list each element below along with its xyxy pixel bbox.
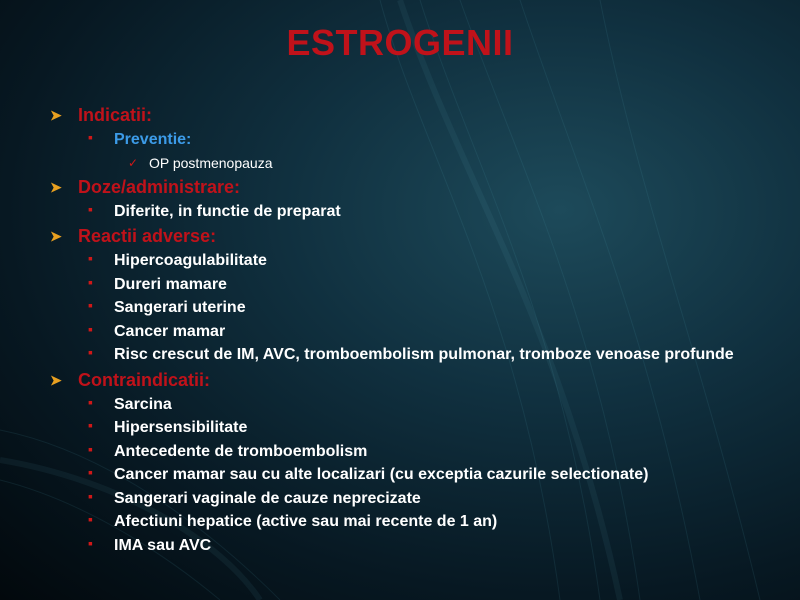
list-item-text: Cancer mamar [114, 322, 226, 340]
list-item [46, 202, 746, 221]
list-item [46, 442, 746, 461]
heading-text: Indicatii: [78, 105, 153, 125]
heading-text: Reactii adverse: [78, 226, 217, 246]
square-bullet-icon: ▪ [88, 534, 93, 551]
arrow-bullet-icon: ➤ [50, 107, 62, 123]
square-bullet-icon: ▪ [88, 129, 93, 145]
slide-title: ESTROGENII [286, 22, 514, 63]
list-item [46, 322, 746, 341]
square-bullet-icon: ▪ [88, 297, 93, 313]
list-item-text: Hipersensibilitate [114, 419, 248, 436]
list-item [46, 536, 746, 555]
arrow-bullet-icon: ➤ [50, 371, 62, 388]
heading-text: Contraindicatii: [78, 369, 211, 390]
list-item-text: Risc crescut de IM, AVC, tromboembolism pulmonar, tromboze venoase profunde [114, 346, 734, 363]
square-bullet-icon: ▪ [88, 440, 93, 457]
list-item [46, 275, 746, 294]
arrow-bullet-icon: ➤ [50, 178, 62, 195]
square-bullet-icon: ▪ [88, 511, 93, 527]
list-item [46, 489, 746, 508]
square-bullet-icon: ▪ [88, 464, 93, 480]
section-heading-reactii [46, 225, 746, 247]
list-item [46, 465, 746, 484]
section-heading-doze [46, 176, 746, 198]
list-item-text: Sarcina [114, 395, 172, 413]
square-bullet-icon: ▪ [88, 393, 93, 410]
list-item [46, 298, 746, 317]
subitem-text: Preventie: [114, 131, 192, 148]
list-item-text: IMA sau AVC [114, 536, 212, 554]
square-bullet-icon: ▪ [88, 200, 93, 217]
list-item-text: Antecedente de tromboembolism [114, 442, 368, 460]
list-item [46, 418, 746, 437]
list-item-text: Dureri mamare [114, 275, 227, 293]
list-item-text: Sangerari vaginale de cauze neprecizate [114, 489, 421, 507]
list-item [46, 345, 746, 364]
square-bullet-icon: ▪ [88, 487, 93, 504]
square-bullet-icon: ▪ [88, 417, 93, 433]
section-heading-indicatii [46, 104, 746, 126]
list-item [46, 512, 746, 531]
list-item [46, 251, 746, 270]
slide-content [46, 104, 746, 559]
square-bullet-icon: ▪ [88, 250, 93, 266]
subitem-preventie [46, 130, 746, 149]
list-item-text: Cancer mamar sau cu alte localizari (cu exceptia cazurile selectionate) [114, 466, 649, 483]
check-bullet-icon: ✓ [128, 155, 139, 170]
list-item-text: Sangerari uterine [114, 299, 246, 316]
section-heading-contraindicatii [46, 369, 746, 391]
heading-text: Doze/administrare: [78, 176, 241, 197]
subsubitem-op-postmenopauza [46, 154, 746, 172]
subsubitem-text: OP postmenopauza [149, 154, 273, 171]
square-bullet-icon: ▪ [88, 273, 93, 290]
list-item-text: Hipercoagulabilitate [114, 252, 267, 269]
square-bullet-icon: ▪ [88, 344, 93, 360]
list-item [46, 395, 746, 414]
list-item-text: Afectiuni hepatice (active sau mai recente de 1 an) [114, 513, 498, 530]
list-item-text: Diferite, in functie de preparat [114, 202, 341, 220]
square-bullet-icon: ▪ [88, 320, 93, 337]
arrow-bullet-icon: ➤ [50, 228, 62, 244]
